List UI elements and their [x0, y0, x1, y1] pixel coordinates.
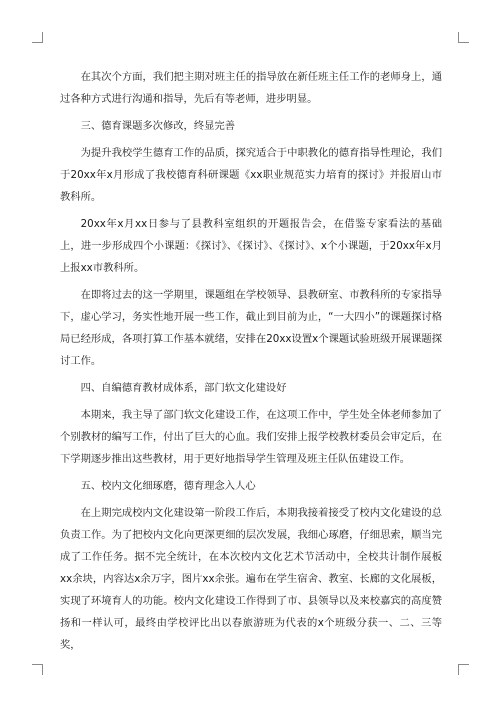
- section-heading-4: 四、自编德育教材成体系，部门软文化建设好: [80, 382, 287, 394]
- crop-mark-bottom-right: [458, 664, 469, 675]
- section-heading-3: 三、德育课题多次修改，终显完善: [80, 120, 236, 132]
- section-heading-5: 五、校内文化细琢磨，德育理念入人心: [80, 480, 256, 492]
- paragraph-3-3: 在即将过去的这一学期里，课题组在学校领导、县教研室、市教科所的专家指导下，虚心学习，务实性地开展一些工作，截止到目前为止，“一大四小”的课题探讨格局已经形成，各项打算工作基本就绪，安排在20xx设置x个课题试验班级开展课题探讨工作。: [60, 289, 442, 367]
- paragraph-3-1: 为提升我校学生德育工作的品质，探究适合于中职教化的德育指导性理论，我们于20xx年x月形成了我校德育科研课题《xx职业规范实力培育的探讨》并报眉山市教科所。: [60, 147, 442, 203]
- crop-mark-top-left: [32, 32, 43, 43]
- paragraph-5-1: 在上期完成校内文化建设第一阶段工作后，本期我接着接受了校内文化建设的总负责工作。为了把校内文化向更深更细的层次发展，我细心琢磨，仔细思索，顺当完成了工作任务。据不完全统计，在本次校内文化艺术节活动中，全校共计制作展板xx余块，内容达x余万字，图片xx余张。遍布在学生宿舍、教室、长廊的文化展板，实现了环境育人的功能。校内文化建设工作得到了市、县领导以及来校嘉宾的高度赞扬和一样认可，最终由学校评比出以春旅游班为代表的x个班级分获一、二、三等奖，: [60, 507, 442, 651]
- paragraph-4-1: 本期来，我主导了部门软文化建设工作，在这项工作中，学生处全体老师参加了个别教材的编写工作，付出了巨大的心血。我们安排上报学校教材委员会审定后，在下学期逐步推出这些教材，用于更好地指导学生管理及班主任队伍建设工作。: [60, 409, 442, 465]
- paragraph-intro: 在其次个方面，我们把主期对班主任的指导放在新任班主任工作的老师身上，通过各种方式进行沟通和指导，先后有等老师，进步明显。: [60, 71, 442, 105]
- paragraph-3-2: 20xx年x月xx日参与了县教科室组织的开题报告会，在借鉴专家看法的基础上，进一步形成四个小课题：《探讨》、《探讨》、《探讨》、x个小课题，于20xx年x月上报xx市教科所。: [60, 218, 442, 274]
- document-body: [60, 66, 442, 656]
- crop-mark-bottom-left: [32, 664, 43, 675]
- crop-mark-top-right: [458, 32, 469, 43]
